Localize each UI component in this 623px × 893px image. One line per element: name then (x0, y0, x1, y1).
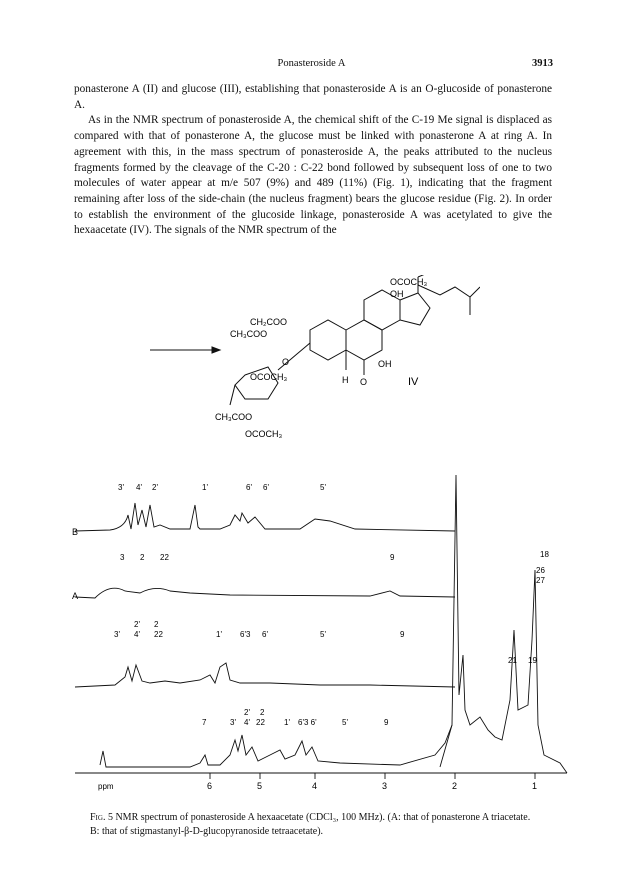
peak-label-b-6p-b: 6' (263, 483, 269, 492)
peak-label-b-3p: 3' (118, 483, 124, 492)
methyl-envelope (440, 475, 567, 773)
caption-text: NMR spectrum of ponasteroside A hexaacetate (CDCl₃, 100 MHz). (A: that of ponasterone A triacetate. B: that of stigmastanyl-β-D-glucopyranoside tetraacetate). (90, 812, 531, 837)
peak-label-b-1p: 1' (202, 483, 208, 492)
axis-tick-4: 4 (312, 781, 318, 791)
peak-label-c-22: 22 (154, 630, 163, 639)
methyl-label-26: 26 (536, 566, 545, 575)
label-ch2coo: CH₂COO (250, 317, 287, 327)
axis-tick-2: 2 (452, 781, 458, 791)
ring-b (346, 320, 382, 360)
label-ococh3-ring: OCOCH₃ (250, 372, 288, 382)
peak-label-c-6p3: 6'3 (240, 630, 251, 639)
page-number: 3913 (532, 58, 553, 69)
methyl-label-19: 19 (528, 656, 537, 665)
peak-label-d-6p3-6p: 6'3 6' (298, 718, 317, 727)
figure-caption (90, 811, 533, 838)
peak-label-a-2: 2 (140, 553, 145, 562)
methyl-label-18: 18 (540, 550, 549, 559)
label-oh-ring: OH (378, 359, 392, 369)
peak-label-d-1p: 1' (284, 718, 290, 727)
label-ococh3-top: OCOCH₃ (390, 277, 428, 287)
peak-label-d-7: 7 (202, 718, 207, 727)
ring-a (310, 320, 346, 360)
peak-label-d-2p: 2' (244, 708, 250, 717)
axis-tick-3: 3 (382, 781, 388, 791)
body-text (74, 82, 552, 239)
trace-a (75, 588, 455, 598)
peak-label-a-22: 22 (160, 553, 169, 562)
peak-label-d-22: 22 (256, 718, 265, 727)
trace-label-b: B (72, 527, 79, 537)
peak-label-c-5p: 5' (320, 630, 326, 639)
paragraph-1: ponasterone A (II) and glucose (III), establishing that ponasteroside A is an O-glucoside of ponasterone A. (74, 83, 552, 111)
peak-label-a-9: 9 (390, 553, 395, 562)
peak-label-d-4p: 4' (244, 718, 250, 727)
label-ch3coo-1: CH₃COO (230, 329, 268, 339)
peak-label-c-9: 9 (400, 630, 405, 639)
label-h: H (342, 375, 349, 385)
peak-label-d-5p: 5' (342, 718, 348, 727)
axis-tick-5: 5 (257, 781, 263, 791)
peak-label-c-6p: 6' (262, 630, 268, 639)
compound-label-iv: IV (408, 376, 419, 388)
peak-label-a-3: 3 (120, 553, 125, 562)
peak-label-b-5p: 5' (320, 483, 326, 492)
peak-label-b-4p: 4' (136, 483, 142, 492)
peak-label-d-3p: 3' (230, 718, 236, 727)
peak-label-d-2: 2 (260, 708, 265, 717)
peak-label-d-9: 9 (384, 718, 389, 727)
label-ococh3-bottom: OCOCH₃ (245, 429, 283, 439)
running-title: Ponasteroside A (277, 58, 346, 69)
trace-c (75, 663, 455, 687)
ring-d (400, 293, 430, 325)
page-header (0, 58, 623, 74)
peak-label-c-4p: 4' (134, 630, 140, 639)
axis-tick-1: 1 (532, 781, 538, 791)
label-oh-top: OH (390, 289, 404, 299)
axis-unit-label: ppm (98, 782, 114, 791)
methyl-label-27: 27 (536, 576, 545, 585)
label-o-link: O (282, 357, 290, 367)
nmr-spectrum (70, 455, 570, 810)
peak-label-c-3p: 3' (114, 630, 120, 639)
axis-tick-6: 6 (207, 781, 213, 791)
label-o-keto: O (360, 377, 368, 387)
chemical-structure-iv (150, 275, 480, 450)
paragraph-2: As in the NMR spectrum of ponasteroside A, the chemical shift of the C-19 Me signal is displaced as compared with that of ponasterone A, the glucose must be linked with ponasterone A at ring A. In agreement with this, in the mass spectrum of ponasteroside A, the peaks attributed to the nucleus fragments formed by the cleavage of the C-20 : C-22 bond followed by subsequent loss of one to two molecules of water appear at m/e 507 (9%) and 489 (11%) (Fig. 1), indicating that the fragment remaining after loss of the side-chain (the nucleus fragment) bears the glucose residue (Fig. 2). In order to establish the environment of the glucoside linkage, ponasteroside A was acetylated to give the hexaacetate (IV). The signals of the NMR spectrum of the (74, 114, 552, 237)
peak-label-c-1p: 1' (216, 630, 222, 639)
peak-label-c-2p: 2' (134, 620, 140, 629)
label-ch3coo-2: CH₃COO (215, 412, 253, 422)
caption-label: Fig. 5 (90, 812, 113, 823)
trace-label-a: A (72, 591, 79, 601)
peak-label-b-2p: 2' (152, 483, 158, 492)
trace-b (75, 503, 455, 531)
trace-d (100, 725, 452, 767)
peak-label-c-2: 2 (154, 620, 159, 629)
peak-label-b-6p-a: 6' (246, 483, 252, 492)
arrow-head (212, 347, 220, 353)
methyl-label-21: 21 (508, 656, 517, 665)
